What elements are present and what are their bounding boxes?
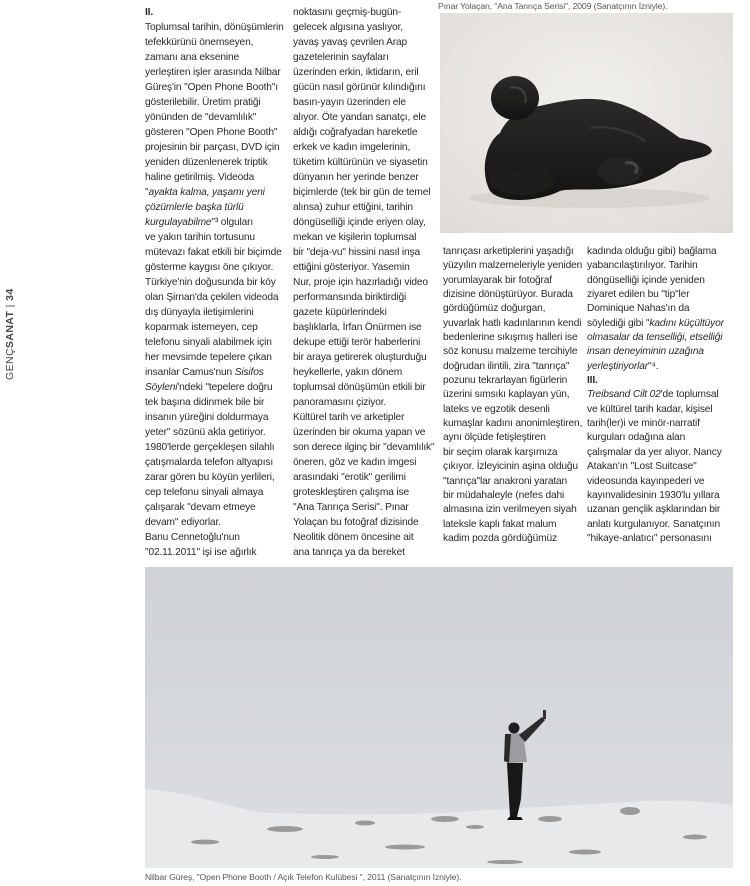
- text-line: kadim pozda gördüğümüz: [443, 532, 557, 544]
- text-line: Türkiye'nin doğusunda bir köy: [145, 277, 276, 288]
- text-line: [587, 360, 735, 374]
- text-line: gücün nasıl görünür kılındığını: [293, 82, 426, 93]
- text-line: biçimlerde (tek bir gün de temel: [293, 187, 431, 198]
- text-line: tefekkürünü önemseyen,: [145, 37, 254, 48]
- text-line: aldığı coğrafyadan hareketle: [293, 127, 418, 138]
- italic-text: çözümlerle başka türlü: [145, 202, 244, 213]
- text-line: pozunu tekrarlayan figürlerin: [443, 375, 568, 387]
- italic-text: yerleştiriyorlar: [587, 360, 648, 372]
- text-line: arasındaki "erotik" gerilimi: [293, 472, 406, 483]
- text-segment: söylediği gibi ": [587, 317, 650, 329]
- text-line: üzerinden bir okuma yapan ve: [293, 427, 426, 438]
- text-line: bir seçim olarak karşımıza: [443, 446, 558, 458]
- text-line: çıkıyor. İzleyicinin aşina olduğu: [443, 461, 578, 473]
- text-line: yönünden de "devamlılık": [145, 112, 257, 123]
- text-line: almasına izin verilmeyen siyah: [443, 504, 577, 516]
- text-column-1: [145, 5, 293, 560]
- text-line: gösteren "Open Phone Booth": [145, 127, 278, 138]
- text-line: devam" ediyorlar.: [145, 517, 221, 528]
- section-heading: II.: [145, 7, 154, 18]
- text-line: cep telefonu sinyali almaya: [145, 487, 264, 498]
- text-line: yeniden düzenlenerek triptik: [145, 157, 268, 168]
- text-line: bir araya getirerek oluşturduğu: [293, 352, 427, 363]
- text-line: Toplumsal tarihin, dönüşümlerin: [145, 22, 284, 33]
- text-line: tarih(ler)i ve minör-narratif: [587, 418, 700, 430]
- text-line: döngüselliği içinde eriyen olay,: [293, 217, 426, 228]
- text-line: her mevsimde tepelere çıkan: [145, 352, 272, 363]
- italic-text: Sisifos: [234, 367, 264, 378]
- text-line: döngüselliği içinde yeniden: [587, 274, 705, 286]
- text-line: panoramasını çiziyor.: [293, 397, 387, 408]
- text-line: öneren, göz ve kadın imgesi: [293, 457, 417, 468]
- section-heading: III.: [587, 375, 598, 387]
- text-line: gelecek algısına yaslıyor,: [293, 22, 403, 33]
- text-line: [587, 317, 735, 331]
- text-line: çalışarak "devam etmeye: [145, 502, 256, 513]
- text-line: başlıklarla, İrfan Önürmen ise: [293, 322, 422, 333]
- photo-open-phone-booth: [145, 567, 733, 868]
- text-line: zarar gören bu köyün yerlileri,: [145, 472, 275, 483]
- photo-ana-tanrica-serisi: [440, 13, 733, 233]
- text-line: lateks ve egzotik desenli: [443, 403, 550, 415]
- text-line: lateksle kaplı fakat malum: [443, 518, 557, 530]
- italic-text: Treibsand Cilt 02: [587, 389, 661, 401]
- text-line: Neolitik dönem öncesine ait: [293, 532, 414, 543]
- text-line: [587, 331, 735, 345]
- text-line: "02.11.2011" işi ise ağırlık: [145, 547, 257, 558]
- text-line: kayınvalidesinin 1930'lu yıllara: [587, 489, 720, 501]
- text-line: "hikaye-anlatıcı" personasını: [587, 532, 712, 544]
- text-segment: "⁴.: [648, 360, 659, 372]
- text-line: 1980'lerde gerçekleşen silahlı: [145, 442, 275, 453]
- text-line: gazetelerinin sayfaları: [293, 52, 389, 63]
- text-line: Yolaçan bu fotoğraf dizisinde: [293, 517, 419, 528]
- text-line: videosunda kayınpederi ve: [587, 475, 705, 487]
- text-line: telefonu sinyali alabilmek için: [145, 337, 272, 348]
- text-column-2: [293, 5, 441, 560]
- text-line: gördüğümüz doğurgan,: [443, 303, 546, 315]
- text-line: üzerinden erkin, iktidarın, eril: [293, 67, 419, 78]
- text-line: yorumlayarak bir fotoğraf: [443, 274, 552, 286]
- text-line: yabancılaştırılıyor. Tarihin: [587, 260, 698, 272]
- text-line: [145, 365, 293, 380]
- text-line: yeter" sözünü akla getiriyor.: [145, 427, 266, 438]
- italic-text: olmasalar da tenselliği, etselliği: [587, 332, 723, 344]
- text-line: heykellerle, yakın dönem: [293, 367, 403, 378]
- text-line: Güreş'in "Open Phone Booth"ı: [145, 82, 278, 93]
- text-line: gösterme kaygısı öne çıkıyor.: [145, 262, 274, 273]
- text-line: [145, 185, 293, 200]
- text-column-3: [443, 245, 591, 546]
- text-line: yüzyılın malzemeleriyle yeniden: [443, 260, 583, 272]
- text-line: ziyaret edilen bu "tip"ler: [587, 289, 690, 301]
- text-line: Atakan'ın "Lost Suitcase": [587, 461, 697, 473]
- text-line: [145, 5, 293, 20]
- text-line: söz konusu malzeme tercihiyle: [443, 346, 578, 358]
- text-line: [587, 374, 735, 388]
- text-line: dünyanın her yerinde benzer: [293, 172, 419, 183]
- text-column-4: [587, 245, 735, 546]
- text-line: kurguları odağına alan: [587, 432, 686, 444]
- text-line: Kültürel tarih ve arketipler: [293, 412, 405, 423]
- text-line: Nur, proje için hazırladığı video: [293, 277, 428, 288]
- text-line: ettiğini gösteriyor. Yasemin: [293, 262, 410, 273]
- text-line: bir "deja-vu" hissini nasıl inşa: [293, 247, 421, 258]
- magazine-name-bold: SANAT: [4, 310, 16, 349]
- text-line: uzanan gençlik aşklarından bir: [587, 504, 721, 516]
- bottom-photo-caption: Nilbar Güreş, "Open Phone Booth / Açık Telefon Kulübesi ", 2011 (Sanatçının İzniyle).: [145, 872, 462, 882]
- text-line: son derece ilginç bir "devamlılık": [293, 442, 435, 453]
- text-line: doğrudan ilintili, zira "tanrıça": [443, 360, 570, 372]
- text-line: bir müdahaleyle (nefes dahi: [443, 489, 565, 501]
- text-line: ve yakın tarihin tortusunu: [145, 232, 255, 243]
- text-line: dış dünyayla iletişimlerini: [145, 307, 254, 318]
- text-line: toplumsal dönüşümün etkili bir: [293, 382, 426, 393]
- text-line: tanrıçası arketiplerini yaşadığı: [443, 246, 574, 257]
- text-line: "Ana Tanrıça Serisi". Pınar: [293, 502, 409, 513]
- text-line: projesinin bir parçası, DVD için: [145, 142, 280, 153]
- text-line: olan Şirnan'da çekilen videoda: [145, 292, 279, 303]
- magazine-name-light: GENÇ: [4, 348, 16, 380]
- text-line: grotesklеştiren çalışma ise: [293, 487, 409, 498]
- text-line: dizisine dönüştürüyor. Burada: [443, 289, 573, 301]
- text-line: Dominique Nahas'ın da: [587, 303, 690, 315]
- text-line: insanın yüreğini doldurmaya: [145, 412, 269, 423]
- text-line: [587, 345, 735, 359]
- page-number: 34: [4, 288, 16, 301]
- text-line: kadında olduğu gibi) bağlama: [587, 246, 717, 257]
- text-line: dekupe ettiği terör haberlerini: [293, 337, 421, 348]
- italic-text: insan deneyiminin uzağına: [587, 346, 704, 358]
- text-line: alıyor. Öte yandan sanatçı, ele: [293, 112, 426, 123]
- text-line: mütevazı fakat etkili bir biçimde: [145, 247, 282, 258]
- text-line: yuvarlak hatlı kadınlarının kendi: [443, 317, 582, 329]
- text-line: mekan ve kişilerin toplumsal: [293, 232, 417, 243]
- text-line: koparmak istemeyen, cep: [145, 322, 258, 333]
- text-line: alınsa) zuhur ettiğini, tarihin: [293, 202, 413, 213]
- text-line: zamanı ana eksenine: [145, 52, 239, 63]
- page-folio: [4, 288, 16, 380]
- italic-text: ayakta kalma, yaşamı yeni: [148, 187, 265, 198]
- text-line: performansında biriktirdiği: [293, 292, 407, 303]
- text-segment: ": [145, 187, 149, 198]
- folio-separator: |: [4, 300, 16, 311]
- text-segment: insanlar Camus'nun: [145, 367, 235, 378]
- text-line: anlatı kurgulanıyor. Sanatçının: [587, 518, 720, 530]
- text-line: çalışmalar da yer alıyor. Nancy: [587, 446, 722, 458]
- text-line: [145, 380, 293, 395]
- text-line: yavaş yavaş çevrilen Arap: [293, 37, 408, 48]
- text-line: aynı ölçüde fetişleştiren: [443, 432, 546, 444]
- text-line: bedenlerine sıkışmış halleri ise: [443, 332, 578, 344]
- text-line: haline getirilmiş. Videoda: [145, 172, 255, 183]
- text-line: [145, 200, 293, 215]
- text-segment: "³ olguları: [211, 217, 254, 228]
- italic-text: kadını küçültüyor: [649, 317, 724, 329]
- top-photo-caption: Pınar Yolaçan, "Ana Tanrıça Serisi", 2009 (Sanatçının İzniyle).: [438, 1, 668, 11]
- text-line: [587, 388, 735, 402]
- text-line: tek başına didinmek bile bir: [145, 397, 265, 408]
- text-line: çatışmalarda telefon altyapısı: [145, 457, 274, 468]
- text-line: ve kültürel tarih kadar, kişisel: [587, 403, 713, 415]
- text-line: gösterilebilir. Üretim pratiği: [145, 97, 261, 108]
- text-line: tüketim kültürünün ve siyasetin: [293, 157, 428, 168]
- text-line: [145, 215, 293, 230]
- text-segment: 'ndeki "tepelere doğru: [177, 382, 273, 393]
- text-line: üzerini sımsıkı kaplayan yün,: [443, 389, 570, 401]
- italic-text: Söyleni: [145, 382, 178, 393]
- text-line: gazete küpürlerindeki: [293, 307, 387, 318]
- text-line: Banu Cennetoğlu'nun: [145, 532, 240, 543]
- text-segment: 'de toplumsal: [660, 389, 719, 401]
- text-line: yerleştiren işler arasında Nilbar: [145, 67, 281, 78]
- text-line: erkek ve kadın imgelerinin,: [293, 142, 411, 153]
- text-line: "tanrıça"lar anakroni yaratan: [443, 475, 568, 487]
- text-line: kumaşlar kadını anonimleştiren,: [443, 418, 583, 430]
- text-line: noktasını geçmiş-bugün-: [293, 7, 402, 18]
- text-line: basın-yayın üzerinden ele: [293, 97, 406, 108]
- italic-text: kurgulayabilme: [145, 217, 212, 228]
- text-line: ana tanrıça ya da bereket: [293, 547, 405, 558]
